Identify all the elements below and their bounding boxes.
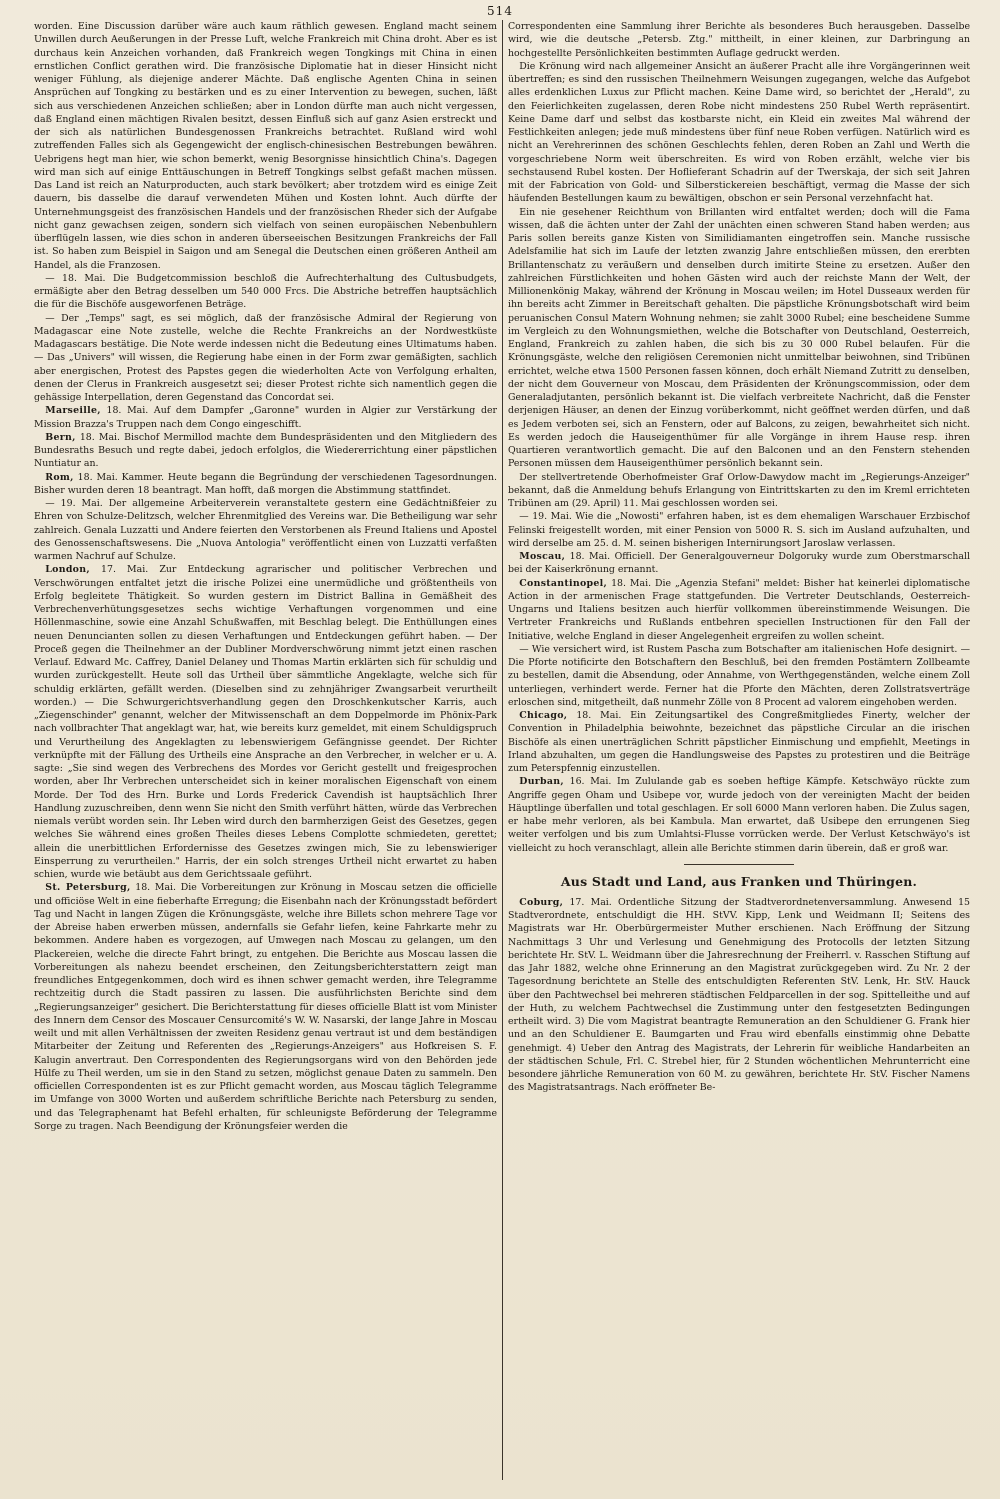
- dateline-place: Marseille,: [45, 405, 101, 417]
- paragraph-text: 18. Mai. Ein Zeitungsartikel des Congreßmitgliedes Finerty, welcher der Convention in Philadelphia beiwohnte, bezeichnet das päpstliche Circular an die irischen Bischöfe als einen unerträglichen Schritt päpstlicher Einmischung und empfiehlt, Meetings in Irland abzuhalten, um gegen die Handlungsweise des Papstes zu protestiren und die Beiträge zum Peterspfennig einzustellen.: [508, 710, 970, 774]
- article-paragraph: [34, 20, 497, 272]
- paragraph-text: — 19. Mai. Wie die „Nowosti" erfahren haben, ist es dem ehemaligen Warschauer Erzbischof Felinski freigestellt worden, mit einer Pension von 5000 R. S. sich im Ausland aufzuhalten, und wird derselbe am 25. d. M. seinen bisherigen Internirungsort Jaroslaw verlassen.: [508, 511, 970, 549]
- article-paragraph: [508, 206, 970, 471]
- dateline-place: Coburg,: [519, 896, 564, 908]
- paragraph-text: — 18. Mai. Die Budgetcommission beschloß die Aufrechterhaltung des Cultusbudgets, ermäßigte aber den Betrag desselben um 540 000 Frcs. Die Abstriche betreffen hauptsächlich die für die Bischöfe ausgeworfenen Beträge.: [34, 272, 497, 311]
- dateline-place: Rom,: [45, 471, 74, 483]
- paragraph-text: worden. Eine Discussion darüber wäre auch kaum räthlich gewesen. England macht seinem Unwillen durch Aeußerungen in der Presse Luft, welche Frankreich mit China droht. Aber es ist durchaus kein Anzeichen vorhanden, daß Frankreich wegen Tongkings mit China in einen ernstlichen Conflict gerathen wird. Die französische Diplomatie hat in dieser Hinsicht nicht weniger Fühlung, als diejenige anderer Mächte. Daß englische Agenten China in seinen Ansprüchen auf Tongking zu bestärken und es zu einer Intervention zu bewegen, suchen, läßt sich aus verschiedenen Anzeichen schließen; aber in London dürfte man auch nicht vergessen, daß England einen mächtigen Rivalen besitzt, dessen Einfluß sich auf ganz Asien erstreckt und der sich als natürlichen Bundesgenossen Frankreichs betrachtet. Rußland wird wohl zutreffenden Falles sich als Gegengewicht der englisch-chinesischen Bestrebungen bewähren. Uebrigens hegt man hier, wie schon bemerkt, wenig Besorgnisse hinsichtlich China's. Dagegen wird man sich auf einige Enttäuschungen in Betreff Tongkings selbst gefaßt machen müssen. Das Land ist reich an Naturproducten, auch stark bevölkert; aber trotzdem wird es einige Zeit dauern, bis dasselbe die darauf verwendeten Mühen und Kosten lohnt. Auch dürfte der Unternehmungsgeist des französischen Handels und der französischen Rheder sich der Aufgabe nicht ganz gewachsen zeigen, sondern sich vielfach von seinen europäischen Nebenbuhlern überflügeln lassen, wie dies schon in anderen überseeischen Besitzungen Frankreichs der Fall ist. So haben zum Beispiel in Saigon und am Senegal die Deutschen einen größeren Antheil am Handel, als die Franzosen.: [34, 21, 497, 271]
- paragraph-text: Der stellvertretende Oberhofmeister Graf Orlow-Dawydow macht im „Regierungs-Anzeiger" bekannt, daß die Anmeldung behufs Erlangung von Eintrittskarten zu den im Kreml errichteten Tribünen am (29. April) 11. Mai geschlossen worden sei.: [508, 471, 970, 509]
- article-paragraph: [34, 404, 497, 431]
- paragraph-text: 18. Mai. Die Vorbereitungen zur Krönung in Moscau setzen die officielle und officiöse Welt in eine fieberhafte Erregung; die Eisenbahn nach der Krönungsstadt befördert Tag und Nacht in langen Zügen die Krönungsgäste, welche ihre Billets schon mehrere Tage vor der Abreise haben erwerben müssen, andernfalls sie Gefahr liefen, keine Fahrkarte mehr zu bekommen. Andere haben es vorgezogen, auf Umwegen nach Moscau zu gelangen, um den Plackereien, welche die directe Fahrt bringt, zu entgehen. Die Berichte aus Moscau lassen die Vorbereitungen als nahezu beendet erscheinen, den Zeitungsberichterstattern zeigt man freundliches Entgegenkommen, doch wird es ihnen schwer gemacht werden, ihre Telegramme rechtzeitig durch die Stadt passiren zu lassen. Die ausführlichsten Berichte sind dem „Regierungsanzeiger" gesichert. Die Berichterstattung für dieses officielle Blatt ist vom Minister des Innern dem Censor des Moscauer Censurcomité's W. W. Nasarski, der lange Jahre in Moscau weilt und mit allen Verhältnissen der zweiten Residenz genau vertraut ist und dem beständigen Mitarbeiter der Zeitung und Referenten des „Regierungs-Anzeigers" aus Hofkreisen S. F. Kalugin anvertraut. Den Correspondenten des Regierungsorgans wird von den Behörden jede Hülfe zu Theil werden, um sie in den Stand zu setzen, möglichst genaue Daten zu sammeln. Den officiellen Correspondenten ist es zur Pflicht gemacht worden, aus Moscau täglich Telegramme im Umfange von 3000 Worten und außerdem schriftliche Berichte nach Petersburg zu senden, und das Telegraphenamt hat Befehl erhalten, für schleunigste Beförderung der Telegramme Sorge zu tragen. Nach Beendigung der Krönungsfeier werden die: [34, 882, 497, 1132]
- article-paragraph: [508, 775, 970, 855]
- paragraph-text: 17. Mai. Ordentliche Sitzung der Stadtverordnetenversammlung. Anwesend 15 Stadtverordnete, entschuldigt die HH. StVV. Kipp, Lenk und Weidmann II; Seitens des Magistrats war Hr. Oberbürgermeister Muther erschienen. Nach Eröffnung der Sitzung Nachmittags 3 Uhr und Verlesung und Genehmigung des Protocolls der letzten Sitzung berichtete Hr. StV. L. Weidmann über die Jahresrechnung der Freiherrl. v. Rasschen Stiftung auf das Jahr 1882, welche ohne Erinnerung an den Magistrat zurückgegeben wird. Zu Nr. 2 der Tagesordnung berichtete an Stelle des entschuldigten Referenten StV. Lenk, Hr. StV. Hauck über den Pachtwechsel bei mehreren städtischen Feldparcellen in der sog. Spittelleithe und auf der Huth, zu welchem Pachtwechsel die Zustimmung unter den festgesetzten Bedingungen ertheilt wird. 3) Die vom Magistrat beantragte Remuneration an den Schuldiener G. Frank hier und an den Schuldiener E. Baumgarten und Frau wird ebenfalls einstimmig ohne Debatte genehmigt. 4) Ueber den Antrag des Magistrats, der Lehrerin für weibliche Handarbeiten an der städtischen Schule, Frl. C. Strebel hier, für 2 Stunden wöchentlichen Mehrunterricht eine besondere jährliche Remuneration von 60 M. zu gewähren, berichtete Hr. StV. Fischer Namens des Magistratsantrags. Nach eröffneter Be-: [508, 896, 970, 1094]
- dateline-place: London,: [45, 564, 90, 576]
- article-paragraph: [508, 471, 970, 511]
- article-paragraph: [508, 550, 970, 577]
- article-paragraph: [508, 20, 970, 60]
- dateline-place: Moscau,: [519, 551, 566, 562]
- section-rule: [684, 864, 794, 865]
- column-divider: [502, 20, 503, 1480]
- article-paragraph: [34, 881, 497, 1133]
- paragraph-text: 18. Mai. Bischof Mermillod machte dem Bundespräsidenten und den Mitgliedern des Bundesraths Besuch und regte dabei, jedoch erfolglos, die Wiedererrichtung einer päpstlichen Nuntiatur an.: [34, 431, 497, 470]
- article-paragraph: [34, 563, 497, 881]
- article-paragraph: [34, 471, 497, 498]
- right-column: [508, 20, 970, 1494]
- paragraph-text: Ein nie gesehener Reichthum von Brillanten wird entfaltet werden; doch will die Fama wissen, daß die ächten unter der Zahl der unächten einen schweren Stand haben werden; aus Paris sollen bereits ganze Kisten von Similidiamanten eingetroffen sein. Manche russische Adelsfamilie hat sich im Laufe der letzten zwanzig Jahre entschließen müssen, den ererbten Brillantenschatz zu veräußern und denselben durch imitirte Steine zu ersetzen. Außer den zahlreichen Fürstlichkeiten und hohen Gästen wird auch der reichste Mann der Welt, der Millionenkönig Makay, während der Krönung in Moscau weilen; im Hotel Dusseaux werden für ihn bereits acht Zimmer in Bereitschaft gehalten. Die päpstliche Krönungsbotschaft wird beim peruanischen Consul Matern Wohnung nehmen; sie zahlt 3000 Rubel; eine bescheidene Summe im Vergleich zu den Wohnungsmiethen, welche die Botschafter von Deutschland, Oesterreich, England, Frankreich zu zahlen haben, die sich bis zu 30 000 Rubel belaufen. Für die Krönungsgäste, welche den religiösen Ceremonien nicht unmittelbar beiwohnen, sind Tribünen errichtet, welche etwa 1500 Personen fassen können, doch erhält Niemand Zutritt zu denselben, der nicht dem Gouverneur von Moscau, dem Präsidenten der Krönungscommission, oder dem Generaladjutanten, persönlich bekannt ist. Die vielfach verbreitete Nachricht, daß die Fenster derjenigen Häuser, an denen der Einzug vorüberkommt, nicht geöffnet werden dürfen, und daß es Jedem verboten sei, sich an Fenstern, oder auf Balcons, zu zeigen, bewahrheitet sich nicht. Es werden jedoch die Hauseigenthümer für alle Vorgänge in ihrem Hause resp. ihren Quartieren verantwortlich gemacht. Die auf den Balconen und an den Fenstern stehenden Personen müssen dem Hauseigenthümer persönlich bekannt sein.: [508, 206, 970, 470]
- paragraph-text: Die Krönung wird nach allgemeiner Ansicht an äußerer Pracht alle ihre Vorgängerinnen weit übertreffen; es sind den russischen Theilnehmern Weisungen zugegangen, welche das Aufgebot alles erdenklichen Luxus zur Pflicht machen. Keine Dame wird, so berichtet der „Herald", zu den Feierlichkeiten zugelassen, deren Robe nicht mindestens 250 Rubel Werth repräsentirt. Keine Dame darf und selbst das kostbarste nicht, ein Kleid ein zweites Mal während der Festlichkeiten anlegen; jede muß mindestens über fünf neue Roben verfügen. Natürlich wird es nicht an Verehrerinnen des schönen Geschlechts fehlen, deren Roben an Zahl und Werth die vorgeschriebene Norm weit überschreiten. Es wird von Roben erzählt, welche vier bis sechstausend Rubel kosten. Der Hoflieferant Schadrin auf der Twerskaja, der sich seit Jahren mit der Fabrication von Gold- und Silberstickereien beschäftigt, vermag die Masse der sich häufenden Bestellungen kaum zu bewältigen, obschon er sein Personal verzehnfacht hat.: [508, 60, 970, 205]
- page-number: 514: [487, 4, 513, 18]
- paragraph-text: 17. Mai. Zur Entdeckung agrarischer und politischer Verbrechen und Verschwörungen entfaltet jetzt die irische Polizei eine unermüdliche und größtentheils von Erfolg begleitete Thätigkeit. So wurden gestern im District Ballina in Gemäßheit des Verbrechenverhütungsgesetzes sechs wichtige Verhaftungen vorgenommen und eine Höllenmaschine, sowie eine Anzahl Schußwaffen, mit Beschlag belegt. Die Enthüllungen eines neuen Denuncianten sollen zu diesen Verhaftungen und Entdeckungen geführt haben. — Der Proceß gegen die Theilnehmer an der Dubliner Mordverschwörung nimmt jetzt einen raschen Verlauf. Edward Mc. Caffrey, Daniel Delaney und Thomas Martin erklärten sich für schuldig und wurden zurückgestellt. Heute soll das Urtheil über sämmtliche Angeklagte, welche sich für schuldig erklärten, gefällt werden. (Dieselben sind zu zehnjähriger Zwangsarbeit verurtheilt worden.) — Die Schwurgerichtsverhandlung gegen den Droschkenkutscher Karris, auch „Ziegenschinder" genannt, welcher der Mitwissenschaft an dem Doppelmorde im Phönix-Park nach vollbrachter That angeklagt war, hat, wie bereits kurz gemeldet, mit einem Schuldigspruch und Verurtheilung des Angeklagten zu lebenswierigem Gefängnisse geendet. Der Richter verknüpfte mit der Fällung des Urtheils eine Ansprache an den Verbrecher, in welcher er u. A. sagte: „Sie sind wegen des Verbrechens des Mordes vor Gericht gestellt und freigesprochen worden, aber Ihr Verbrechen unterscheidet sich in keiner moralischen Eigenschaft von einem Morde. Der Tod des Hrn. Burke und Lords Frederick Cavendish ist hauptsächlich Ihrer Handlung zuzuschreiben, denn wenn Sie nicht den Smith verführt hätten, würde das Verbrechen niemals verübt worden sein. Ihr Leben wird durch den barmherzigen Geist des Gesetzes, gegen welches Sie während eines großen Theiles dieses Lebens Complotte schmiedeten, gerettet; allein die unerbittlichen Erfordernisse des Gesetzes zwingen mich, Sie zu lebenswieriger Einsperrung zu verurtheilen." Harris, der ein solch strenges Urtheil nicht erwartet zu haben schien, wurde wie betäubt aus dem Gerichtssaale geführt.: [34, 564, 497, 880]
- article-paragraph: [508, 60, 970, 206]
- paragraph-text: 16. Mai. Im Zululande gab es soeben heftige Kämpfe. Ketschwäyo rückte zum Angriffe gegen Oham und Usibepe vor, wurde jedoch von der vereinigten Macht der beiden Häuptlinge überfallen und total geschlagen. Er soll 6000 Mann verloren haben. Die Zulus sagen, er habe mehr verloren, als bei Kambula. Man erwartet, daß Usibepe den errungenen Sieg weiter verfolgen und bis zum Umlahtsi-Flusse vorrücken werde. Der Verlust Ketschwäyo's ist vielleicht zu hoch veranschlagt, allein alle Berichte stimmen darin überein, daß er groß war.: [508, 776, 970, 854]
- paragraph-text: Correspondenten eine Sammlung ihrer Berichte als besonderes Buch herausgeben. Dasselbe wird, wie die deutsche „Petersb. Ztg." mittheilt, in einer kleinen, zur Darbringung an hochgestellte Persönlichkeiten bestimmten Auflage gedruckt werden.: [508, 21, 970, 59]
- dateline-place: St. Petersburg,: [45, 882, 131, 894]
- article-paragraph: [34, 497, 497, 563]
- article-paragraph: [34, 272, 497, 312]
- dateline-place: Durban,: [519, 776, 564, 788]
- article-paragraph: [508, 577, 970, 643]
- paragraph-text: — Wie versichert wird, ist Rustem Pascha zum Botschafter am italienischen Hofe designirt. — Die Pforte notificirte den Botschaftern den Beschluß, bei den fremden Postämtern Zollbeamte zu bestellen, damit die Absendung, oder Annahme, von Werthgegenständen, welche einem Zoll unterliegen, verhindert werde. Ferner hat die Pforte den Mächten, deren Zollstratsverträge erloschen sind, mitgetheilt, daß nunmehr Zölle von 8 Procent ad valorem eingehoben werden.: [508, 643, 970, 708]
- left-column: [34, 20, 497, 1494]
- dateline-place: Chicago,: [519, 710, 568, 721]
- article-paragraph: [508, 709, 970, 775]
- dateline-place: Constantinopel,: [519, 577, 608, 589]
- section-heading: Aus Stadt und Land, aus Franken und Thüringen.: [560, 873, 918, 889]
- paragraph-text: 18. Mai. Die „Agenzia Stefani" meldet: Bisher hat keinerlei diplomatische Action in der armenischen Frage stattgefunden. Die Vertreter Deutschlands, Oesterreich-Ungarns und Italiens besitzen auch hierfür vollkommen übereinstimmende Weisungen. Die Vertreter Frankreichs und Rußlands entbehren speciellen Instructionen für den Fall der Initiative, welche England in dieser Angelegenheit ergreifen zu wollen scheint.: [508, 577, 970, 642]
- paragraph-text: — Der „Temps" sagt, es sei möglich, daß der französische Admiral der Regierung von Madagascar eine Note zustelle, welche die Rechte Frankreichs an der Nordwestküste Madagascars bestätige. Die Note werde indessen nicht die Bedeutung eines Ultimatums haben. — Das „Univers" will wissen, die Regierung habe einen in der Form zwar gemäßigten, sachlich aber energischen, Protest des Papstes gegen die wiederholten Acte von Verfolgung erhalten, denen der Clerus in Frankreich ausgesetzt sei; dieser Protest richte sich namentlich gegen die gehässige Interpellation, deren Gegenstand das Concordat sei.: [34, 312, 497, 403]
- paragraph-text: 18. Mai. Officiell. Der Generalgouverneur Dolgoruky wurde zum Oberstmarschall bei der Kaiserkrönung ernannt.: [508, 551, 970, 576]
- paragraph-text: 18. Mai. Kammer. Heute begann die Begründung der verschiedenen Tagesordnungen. Bisher wurden deren 18 beantragt. Man hofft, daß morgen die Abstimmung stattfindet.: [34, 471, 497, 496]
- article-paragraph: [508, 896, 970, 1095]
- article-paragraph: [34, 431, 497, 471]
- article-paragraph: [508, 510, 970, 550]
- dateline-place: Bern,: [45, 431, 76, 443]
- article-paragraph: [34, 312, 497, 405]
- article-paragraph: [508, 643, 970, 709]
- paragraph-text: — 19. Mai. Der allgemeine Arbeiterverein veranstaltete gestern eine Gedächtnißfeier zu Ehren von Schulze-Delitzsch, welcher Ehrenmitglied des Vereins war. Die Betheiligung war sehr zahlreich. Genala Luzzatti und Andere feierten den Verstorbenen als Freund Italiens und Apostel des Genossenschaftswesens. Die „Nuova Antologia" veröffentlicht einen von Luzzatti verfaßten warmen Nachruf auf Schulze.: [34, 498, 497, 562]
- paragraph-text: 18. Mai. Auf dem Dampfer „Garonne" wurden in Algier zur Verstärkung der Mission Brazza's Truppen nach dem Congo eingeschifft.: [34, 405, 497, 430]
